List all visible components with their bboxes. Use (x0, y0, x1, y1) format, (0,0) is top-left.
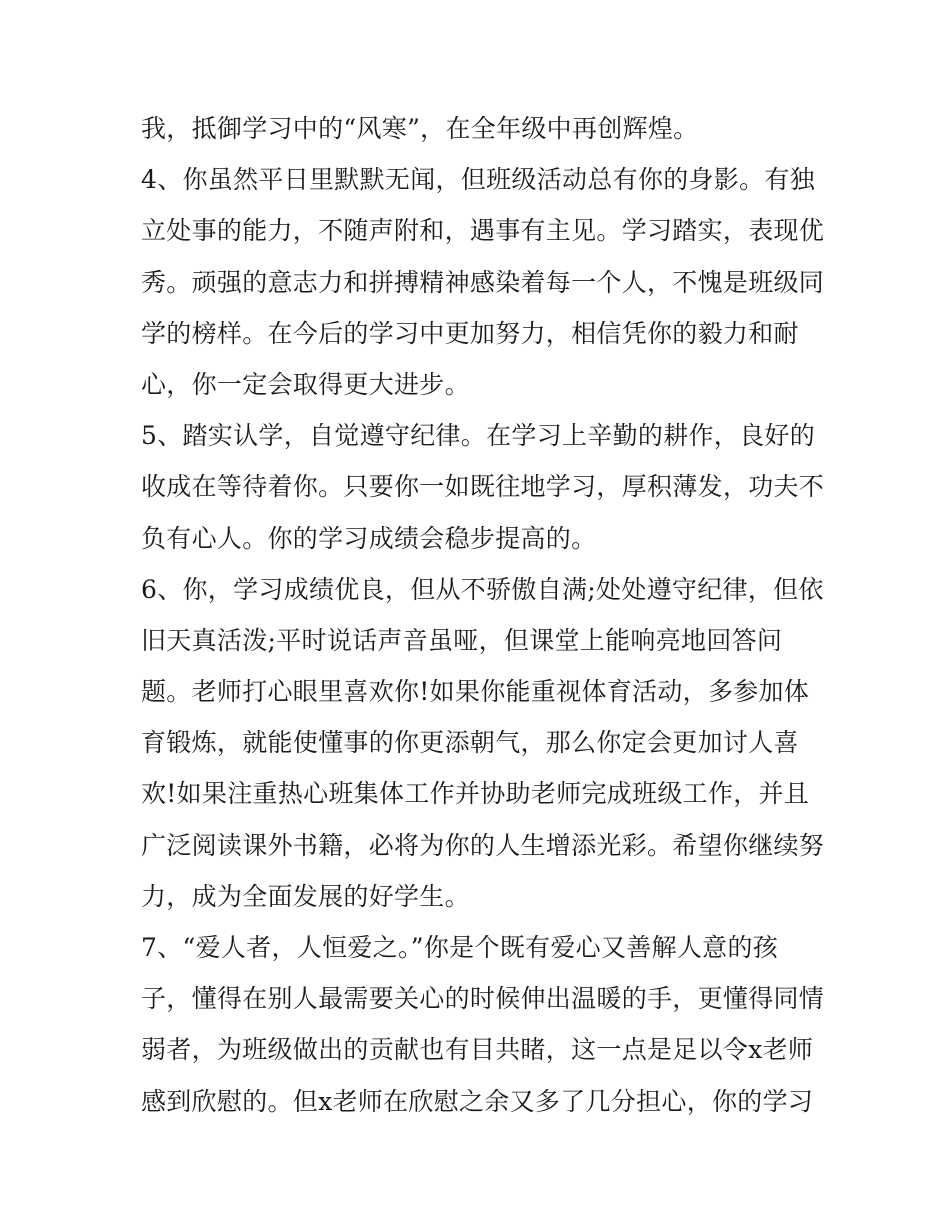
text-line: 感到欣慰的。但x老师在欣慰之余又多了几分担心，你的学习 (141, 1086, 814, 1116)
text-line: 旧天真活泼;平时说话声音虽哑，但课堂上能响亮地回答问 (141, 625, 783, 655)
text-line: 育锻炼，就能使懂事的你更添朝气，那么你定会更加讨人喜 (141, 728, 799, 758)
text-line: 负有心人。你的学习成绩会稳步提高的。 (141, 523, 597, 553)
text-line: 立处事的能力，不随声附和，遇事有主见。学习踏实，表现优 (141, 216, 825, 246)
text-line: 5、踏实认学，自觉遵守纪律。在学习上辛勤的耕作，良好的 (141, 421, 816, 451)
text-line: 收成在等待着你。只要你一如既往地学习，厚积薄发，功夫不 (141, 472, 825, 502)
text-line: 秀。顽强的意志力和拼搏精神感染着每一个人，不愧是班级同 (141, 267, 825, 297)
text-line: 力，成为全面发展的好学生。 (141, 881, 470, 911)
document-body (141, 103, 825, 1127)
text-line: 4、你虽然平日里默默无闻，但班级活动总有你的身影。有独 (141, 165, 816, 195)
text-line: 7、“爱人者，人恒爱之。”你是个既有爱心又善解人意的孩 (141, 933, 779, 962)
text-line: 学的榜样。在今后的学习中更加努力，相信凭你的毅力和耐 (141, 318, 799, 348)
text-line: 弱者，为班级做出的贡献也有目共睹，这一点是足以令x老师 (141, 1035, 814, 1065)
text-line: 我，抵御学习中的“风寒”，在全年级中再创辉煌。 (141, 114, 699, 143)
text-line: 题。老师打心眼里喜欢你!如果你能重视体育活动，多参加体 (141, 677, 810, 707)
text-line: 子，懂得在别人最需要关心的时候伸出温暖的手，更懂得同情 (141, 984, 825, 1014)
text-line: 6、你，学习成绩优良，但从不骄傲自满;处处遵守纪律，但依 (141, 574, 824, 604)
text-line: 心，你一定会取得更大进步。 (141, 369, 470, 399)
text-line: 广泛阅读课外书籍，必将为你的人生增添光彩。希望你继续努 (141, 830, 825, 860)
text-line: 欢!如果注重热心班集体工作并协助老师完成班级工作，并且 (141, 779, 810, 809)
